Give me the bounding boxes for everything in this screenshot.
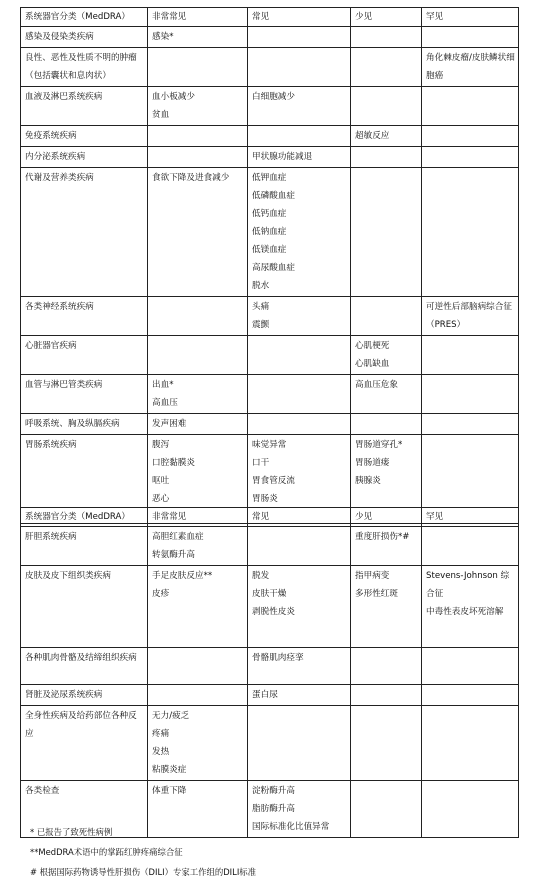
cell-text: 转氨酶升高 [152,550,195,560]
adverse-reactions-table-part-2 [20,507,519,838]
rare-cell [422,27,519,48]
rare-cell [422,168,519,297]
uncommon-cell [351,375,422,414]
cell-text: 白细胞减少 [252,92,295,102]
footnote-dili: # 根据国际药物诱导性肝损伤（DILI）专家工作组的DILI标准 [30,867,257,877]
common-cell [248,414,351,435]
cell-text: 心肌梗死 [355,341,390,351]
common-cell [248,648,351,685]
cell-text: 蛋白尿 [252,690,278,700]
very-common-cell [148,168,248,297]
table-header-row [21,8,519,27]
cell-text: 粘膜炎症 [152,765,187,775]
cell-text: 血管与淋巴管类疾病 [25,380,103,390]
rare-cell [422,126,519,147]
header-very-common: 非常常见 [148,508,248,527]
rare-cell [422,706,519,781]
rare-cell [422,781,519,838]
uncommon-cell [351,685,422,706]
soc-cell [21,126,148,147]
common-cell [248,147,351,168]
uncommon-cell [351,147,422,168]
cell-text: 肾脏及泌尿系统疾病 [25,690,103,700]
common-cell [248,27,351,48]
cell-text: 各类神经系统疾病 [25,302,94,312]
very-common-cell [148,648,248,685]
cell-text: 感染及侵染类疾病 [25,32,94,42]
soc-cell [21,414,148,435]
cell-text: Stevens-Johnson 综合征 [426,571,510,599]
cell-text: 贫血 [152,110,170,120]
uncommon-cell [351,336,422,375]
common-cell [248,527,351,566]
uncommon-cell [351,566,422,648]
very-common-cell [148,685,248,706]
rare-cell [422,297,519,336]
very-common-cell [148,414,248,435]
soc-cell [21,147,148,168]
rare-cell [422,685,519,706]
soc-cell [21,336,148,375]
cell-text: 低镁血症 [252,245,287,255]
cell-text: 震颤 [252,320,270,330]
cell-text: 指甲病变 [355,571,390,581]
very-common-cell [148,375,248,414]
cell-text: 胰腺炎 [355,476,381,486]
soc-cell [21,168,148,297]
soc-cell [21,685,148,706]
header-uncommon: 少见 [351,8,422,27]
common-cell [248,48,351,87]
cell-text: 心肌缺血 [355,359,390,369]
cell-text: 重度肝损伤*# [355,532,410,542]
cell-text: 感染* [152,32,174,42]
uncommon-cell [351,648,422,685]
rare-cell [422,375,519,414]
header-common: 常见 [248,508,351,527]
table-row [21,685,519,706]
adverse-reactions-table-part-1 [20,7,519,524]
cell-text: 口腔黏膜炎 [152,458,195,468]
cell-text: 低磷酸血症 [252,191,295,201]
soc-cell [21,297,148,336]
cell-text: 出血* [152,380,174,390]
rare-cell [422,336,519,375]
cell-text: 无力/疲乏 [152,711,190,721]
cell-text: 头痛 [252,302,270,312]
cell-text: 高尿酸血症 [252,263,295,273]
footnote-hand-foot: **MedDRA术语中的掌跖红肿疼痛综合征 [30,847,183,857]
cell-text: 脱发 [252,571,270,581]
cell-text: 手足皮肤反应** [152,571,213,581]
header-rare: 罕见 [422,508,519,527]
cell-text: 食欲下降及进食减少 [152,173,230,183]
header-very-common: 非常常见 [148,8,248,27]
table-row [21,297,519,336]
rare-cell [422,527,519,566]
cell-text: 淀粉酶升高 [252,786,295,796]
table-row [21,147,519,168]
cell-text: 皮肤干燥 [252,589,287,599]
cell-text: 多形性红斑 [355,589,398,599]
table-row [21,706,519,781]
cell-text: 胃肠道瘘 [355,458,390,468]
soc-cell [21,648,148,685]
cell-text: 高血压危象 [355,380,398,390]
cell-text: 低钾血症 [252,173,287,183]
common-cell [248,685,351,706]
soc-cell [21,375,148,414]
cell-text: 皮疹 [152,589,170,599]
uncommon-cell [351,126,422,147]
very-common-cell [148,527,248,566]
cell-text: 高胆红素血症 [152,532,204,542]
very-common-cell [148,297,248,336]
rare-cell [422,566,519,648]
header-uncommon: 少见 [351,508,422,527]
rare-cell [422,48,519,87]
common-cell [248,87,351,126]
very-common-cell [148,27,248,48]
table-row [21,414,519,435]
cell-text: 各类检查 [25,786,60,796]
header-soc: 系统器官分类（MedDRA） [21,508,148,527]
header-soc: 系统器官分类（MedDRA） [21,8,148,27]
common-cell [248,781,351,838]
very-common-cell [148,566,248,648]
footnote-fatal: * 已报告了致死性病例 [30,827,113,837]
cell-text: 超敏反应 [355,131,390,141]
soc-cell [21,27,148,48]
table-row [21,527,519,566]
cell-text: 皮肤及皮下组织类疾病 [25,571,111,581]
table-row [21,168,519,297]
uncommon-cell [351,48,422,87]
very-common-cell [148,48,248,87]
table-row [21,336,519,375]
cell-text: 免疫系统疾病 [25,131,77,141]
header-rare: 罕见 [422,8,519,27]
cell-text: 呕吐 [152,476,170,486]
table-row [21,648,519,685]
header-common: 常见 [248,8,351,27]
very-common-cell [148,147,248,168]
cell-text: 高血压 [152,398,178,408]
uncommon-cell [351,87,422,126]
table-row [21,87,519,126]
table-header-row [21,508,519,527]
cell-text: 国际标准化比值异常 [252,822,330,832]
cell-text: 代谢及营养类疾病 [25,173,94,183]
cell-text: 腹泻 [152,440,170,450]
cell-text: 味觉异常 [252,440,287,450]
uncommon-cell [351,27,422,48]
rare-cell [422,87,519,126]
cell-text: 全身性疾病及给药部位各种反应 [25,711,137,739]
cell-text: 内分泌系统疾病 [25,152,86,162]
uncommon-cell [351,297,422,336]
table-row [21,566,519,648]
very-common-cell [148,126,248,147]
cell-text: 中毒性表皮坏死溶解 [426,607,504,617]
rare-cell [422,414,519,435]
uncommon-cell [351,414,422,435]
uncommon-cell [351,781,422,838]
footnotes [30,822,256,882]
cell-text: 低钠血症 [252,227,287,237]
cell-text: 发声困难 [152,419,187,429]
cell-text: 恶心 [152,494,170,504]
cell-text: 剥脱性皮炎 [252,607,295,617]
table-row [21,48,519,87]
cell-text: 发热 [152,747,170,757]
common-cell [248,297,351,336]
soc-cell [21,527,148,566]
cell-text: 口干 [252,458,270,468]
very-common-cell [148,87,248,126]
cell-text: 良性、恶性及性质不明的肿瘤（包括囊状和息肉状） [25,53,137,81]
cell-text: 各种肌肉骨骼及结缔组织疾病 [25,653,137,663]
uncommon-cell [351,527,422,566]
cell-text: 胃食管反流 [252,476,295,486]
cell-text: 可逆性后部脑病综合征（PRES） [426,302,512,330]
common-cell [248,126,351,147]
common-cell [248,375,351,414]
cell-text: 甲状腺功能减退 [252,152,313,162]
cell-text: 体重下降 [152,786,187,796]
cell-text: 心脏器官疾病 [25,341,77,351]
common-cell [248,706,351,781]
uncommon-cell [351,706,422,781]
common-cell [248,168,351,297]
table-row [21,126,519,147]
rare-cell [422,147,519,168]
very-common-cell [148,706,248,781]
cell-text: 胃肠道穿孔* [355,440,403,450]
cell-text: 肝胆系统疾病 [25,532,77,542]
cell-text: 角化棘皮瘤/皮肤鳞状细胞癌 [426,53,515,81]
uncommon-cell [351,168,422,297]
table-row [21,27,519,48]
cell-text: 血小板减少 [152,92,195,102]
cell-text: 脱水 [252,281,270,291]
cell-text: 脂肪酶升高 [252,804,295,814]
table-row [21,375,519,414]
cell-text: 呼吸系统、胸及纵膈疾病 [25,419,120,429]
common-cell [248,566,351,648]
soc-cell [21,706,148,781]
cell-text: 胃肠炎 [252,494,278,504]
cell-text: 低钙血症 [252,209,287,219]
soc-cell [21,566,148,648]
very-common-cell [148,336,248,375]
cell-text: 胃肠系统疾病 [25,440,77,450]
common-cell [248,336,351,375]
soc-cell [21,87,148,126]
cell-text: 血液及淋巴系统疾病 [25,92,103,102]
cell-text: 骨骼肌肉痉挛 [252,653,304,663]
rare-cell [422,648,519,685]
soc-cell [21,48,148,87]
cell-text: 疼痛 [152,729,170,739]
